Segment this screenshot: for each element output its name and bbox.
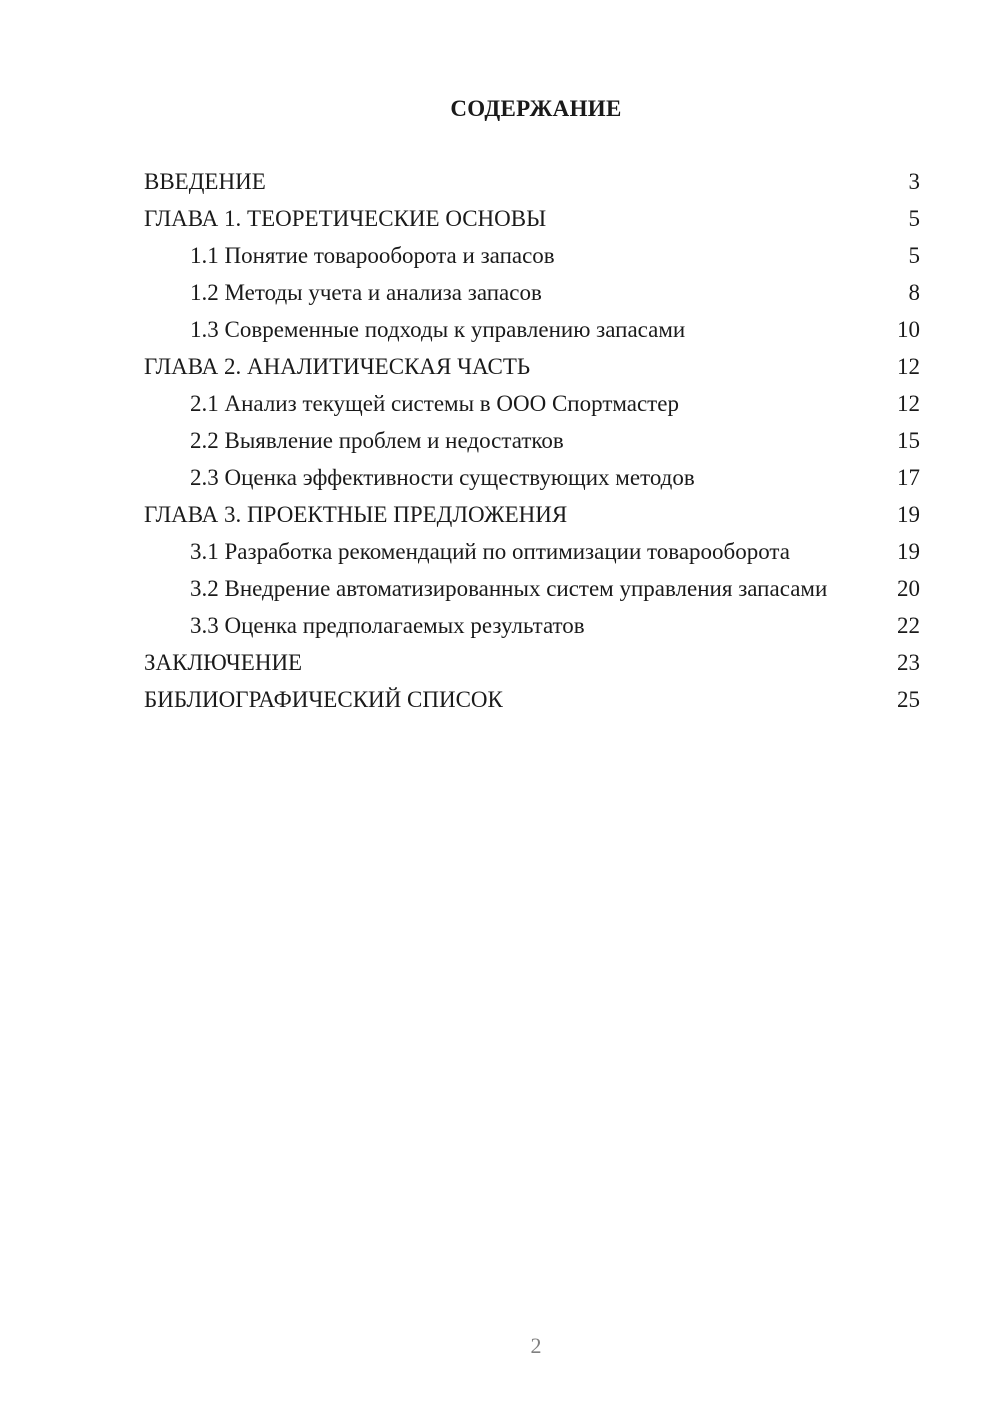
- toc-entry-page: 12: [897, 354, 920, 379]
- toc-entry-title: 3.2 Внедрение автоматизированных систем управления запасами: [190, 576, 828, 601]
- toc-entry-title: 3.3 Оценка предполагаемых результатов: [190, 613, 585, 638]
- toc-entry-conclusion[interactable]: [144, 649, 920, 676]
- page-title: СОДЕРЖАНИЕ: [450, 96, 622, 121]
- toc-entry-section-1-1[interactable]: [144, 242, 920, 269]
- toc-entry-page: 8: [908, 280, 920, 305]
- toc-entry-chapter-2[interactable]: [144, 353, 920, 380]
- toc-entry-page: 3: [908, 169, 920, 194]
- toc-entry-title: ГЛАВА 1. ТЕОРЕТИЧЕСКИЕ ОСНОВЫ: [144, 206, 547, 231]
- toc-entry-title: ГЛАВА 3. ПРОЕКТНЫЕ ПРЕДЛОЖЕНИЯ: [144, 502, 568, 527]
- toc-entry-chapter-3[interactable]: [144, 501, 920, 528]
- toc-entry-page: 17: [897, 465, 920, 490]
- toc-entry-title: ВВЕДЕНИЕ: [144, 169, 266, 194]
- toc-entry-page: 5: [908, 206, 920, 231]
- toc-entry-section-2-3[interactable]: [144, 464, 920, 491]
- toc-entry-page: 15: [897, 428, 920, 453]
- toc-entry-title: 2.2 Выявление проблем и недостатков: [190, 428, 564, 453]
- toc-entry-page: 5: [908, 243, 920, 268]
- toc-entry-introduction[interactable]: [144, 168, 920, 195]
- toc-entry-page: 10: [897, 317, 920, 342]
- toc-entry-page: 22: [897, 613, 920, 638]
- toc-entry-section-1-3[interactable]: [144, 316, 920, 343]
- toc-entry-title: 2.1 Анализ текущей системы в ООО Спортмастер: [190, 391, 679, 416]
- toc-entry-page: 25: [897, 687, 920, 712]
- toc-entry-section-1-2[interactable]: [144, 279, 920, 306]
- toc-entry-title: 1.2 Методы учета и анализа запасов: [190, 280, 542, 305]
- toc-entry-title: 2.3 Оценка эффективности существующих методов: [190, 465, 695, 490]
- toc-entry-chapter-1[interactable]: [144, 205, 920, 232]
- toc-entry-page: 12: [897, 391, 920, 416]
- toc-entry-bibliography[interactable]: [144, 686, 920, 713]
- toc-entry-section-3-3[interactable]: [144, 612, 920, 639]
- toc-entry-title: 3.1 Разработка рекомендаций по оптимизации товарооборота: [190, 539, 790, 564]
- toc-entry-page: 20: [897, 576, 920, 601]
- toc-entry-page: 19: [897, 539, 920, 564]
- toc-entry-title: ГЛАВА 2. АНАЛИТИЧЕСКАЯ ЧАСТЬ: [144, 354, 531, 379]
- toc-entry-title: 1.1 Понятие товарооборота и запасов: [190, 243, 555, 268]
- toc-entry-title: БИБЛИОГРАФИЧЕСКИЙ СПИСОК: [144, 687, 503, 712]
- page-number: 2: [530, 1333, 542, 1358]
- toc-entry-section-3-2[interactable]: [144, 575, 920, 602]
- toc-entry-page: 19: [897, 502, 920, 527]
- toc-entry-section-2-2[interactable]: [144, 427, 920, 454]
- toc-entry-title: 1.3 Современные подходы к управлению запасами: [190, 317, 686, 342]
- toc-entry-section-2-1[interactable]: [144, 390, 920, 417]
- table-of-contents: [144, 168, 920, 723]
- toc-entry-title: ЗАКЛЮЧЕНИЕ: [144, 650, 303, 675]
- toc-entry-section-3-1[interactable]: [144, 538, 920, 565]
- toc-entry-page: 23: [897, 650, 920, 675]
